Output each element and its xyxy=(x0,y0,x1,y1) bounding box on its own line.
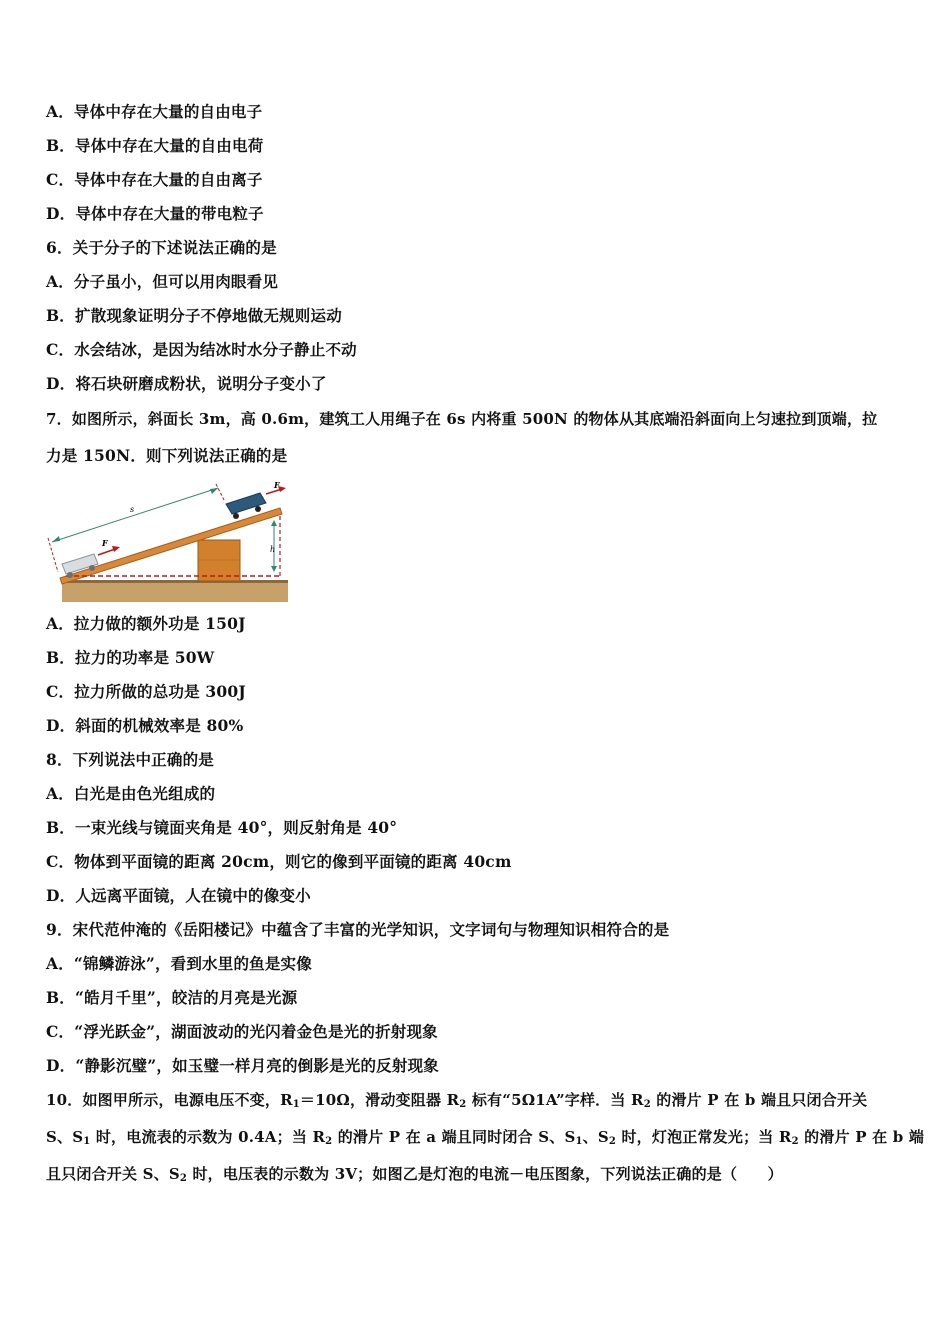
q5-option-c: C．导体中存在大量的自由离子 xyxy=(46,170,263,189)
q10-l1-sub: 2 xyxy=(643,1099,651,1110)
q10-stem-line3 xyxy=(46,1164,783,1189)
q6-option-c: C．水会结冰，是因为结冰时水分子静止不动 xyxy=(46,340,357,359)
q5-option-b: B．导体中存在大量的自由电荷 xyxy=(46,136,264,155)
inclined-plane-diagram xyxy=(44,480,290,604)
q8-option-c: C．物体到平面镜的距离 20cm，则它的像到平面镜的距离 40cm xyxy=(46,852,512,871)
length-arrow-start xyxy=(52,536,60,542)
q7-stem-line1: 7．如图所示，斜面长 3m，高 0.6m，建筑工人用绳子在 6s 内将重 500N 的物体从其底端沿斜面向上匀速拉到顶端，拉 xyxy=(46,410,878,428)
q10-l3-part: 时，电压表的示数为 3V；如图乙是灯泡的电流－电压图象，下列说法正确的是（ ） xyxy=(187,1165,783,1183)
q6-option-a: A．分子虽小，但可以用肉眼看见 xyxy=(46,272,279,291)
q10-l1-sub: 1 xyxy=(292,1099,300,1110)
label-s: s xyxy=(130,505,135,514)
length-arrow-end xyxy=(210,488,218,494)
q7-option-c: C．拉力所做的总功是 300J xyxy=(46,682,246,701)
q7-option-d: D．斜面的机械效率是 80% xyxy=(46,716,244,735)
q6-stem: 6．关于分子的下述说法正确的是 xyxy=(46,238,277,257)
q7-stem-line2: 力是 150N．则下列说法正确的是 xyxy=(46,446,288,465)
q8-option-a: A．白光是由色光组成的 xyxy=(46,784,216,803)
q10-l1-part: 10．如图甲所示，电源电压不变，R xyxy=(46,1091,293,1109)
incline-plank xyxy=(60,508,282,584)
length-tick-start xyxy=(48,538,58,572)
label-f-top: F xyxy=(274,480,280,490)
q9-option-a: A．“锦鳞游泳”，看到水里的鱼是实像 xyxy=(46,954,312,973)
q6-option-d: D．将石块研磨成粉状，说明分子变小了 xyxy=(46,374,327,393)
q10-l1-part: ＝10Ω，滑动变阻器 R xyxy=(299,1091,460,1109)
q10-l2-sub: 2 xyxy=(608,1136,617,1147)
q5-option-d: D．导体中存在大量的带电粒子 xyxy=(46,204,264,223)
label-f-bottom: F xyxy=(102,538,108,548)
q9-option-c: C．“浮光跃金”，湖面波动的光闪着金色是光的折射现象 xyxy=(46,1022,438,1041)
q10-stem-line2 xyxy=(46,1127,924,1152)
force-arrow-bottom-head xyxy=(112,546,120,552)
q10-l3-part: 且只闭合开关 S、S xyxy=(46,1165,180,1183)
q10-l2-part: 的滑片 P 在 a 端且同时闭合 S、S xyxy=(332,1128,576,1146)
q5-option-a: A．导体中存在大量的自由电子 xyxy=(46,102,263,121)
q10-l3-sub: 2 xyxy=(179,1173,188,1184)
q10-l2-sub: 2 xyxy=(325,1136,333,1147)
height-arrow-up xyxy=(271,520,277,526)
label-h: h xyxy=(270,545,276,554)
q10-l2-part: 、S xyxy=(582,1128,609,1146)
q8-option-d: D．人远离平面镜，人在镜中的像变小 xyxy=(46,886,311,905)
q10-l2-sub: 1 xyxy=(575,1136,583,1147)
support-block xyxy=(198,540,240,581)
q9-stem: 9．宋代范仲淹的《岳阳楼记》中蕴含了丰富的光学知识，文字词句与物理知识相符合的是 xyxy=(46,920,670,939)
q10-l2-part: 的滑片 P 在 b 端 xyxy=(798,1128,925,1146)
q10-l2-part: 时，电流表的示数为 0.4A；当 R xyxy=(90,1128,326,1146)
q10-l1-sub: 2 xyxy=(459,1099,467,1110)
q10-l2-part: 时，灯泡正常发光；当 R xyxy=(616,1128,792,1146)
ground-edge xyxy=(62,580,288,583)
q8-stem: 8．下列说法中正确的是 xyxy=(46,750,214,769)
q10-l2-part: S、S xyxy=(46,1128,84,1146)
q10-l2-sub: 2 xyxy=(791,1136,799,1147)
q9-option-d: D．“静影沉璧”，如玉璧一样月亮的倒影是光的反射现象 xyxy=(46,1056,439,1075)
q10-l2-sub: 1 xyxy=(83,1136,91,1147)
q7-option-a: A．拉力做的额外功是 150J xyxy=(46,614,246,633)
inclined-plane-figure xyxy=(44,480,290,604)
q7-option-b: B．拉力的功率是 50W xyxy=(46,648,215,667)
q10-l1-part: 的滑片 P 在 b 端且只闭合开关 xyxy=(650,1091,868,1109)
q10-l1-part: 标有“5Ω1A”字样．当 R xyxy=(466,1091,644,1109)
height-arrow-down xyxy=(271,566,277,572)
q8-option-b: B．一束光线与镜面夹角是 40°，则反射角是 40° xyxy=(46,818,398,837)
length-tick-end xyxy=(216,484,224,500)
q6-option-b: B．扩散现象证明分子不停地做无规则运动 xyxy=(46,306,342,325)
length-arrow xyxy=(52,488,218,542)
ground xyxy=(62,580,288,602)
q10-stem-line1 xyxy=(46,1090,867,1115)
q9-option-b: B．“皓月千里”，皎洁的月亮是光源 xyxy=(46,988,298,1007)
